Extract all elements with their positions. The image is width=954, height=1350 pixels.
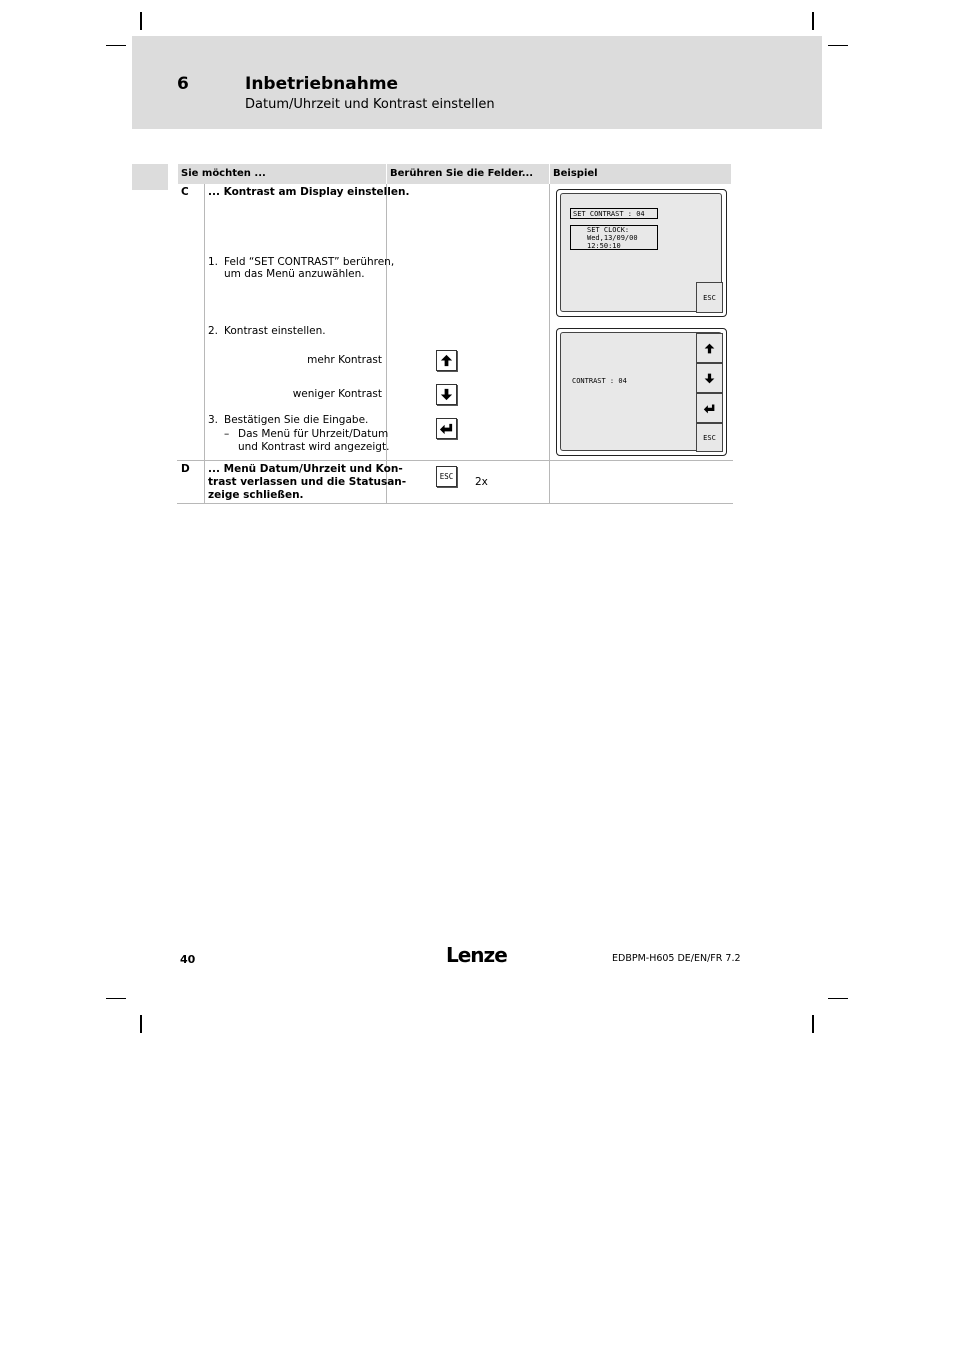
row-d-line-2: trast verlassen und die Statusan- [208, 476, 407, 488]
step-1-number: 1. [208, 256, 219, 268]
step-3-sub-line-1: Das Menü für Uhrzeit/Datum [238, 428, 389, 440]
set-clock-field[interactable] [570, 225, 658, 250]
more-contrast-label: mehr Kontrast [307, 354, 382, 366]
section-subtitle: Datum/Uhrzeit und Kontrast einstellen [245, 97, 495, 112]
column-header-intent: Sie möchten ... [178, 164, 386, 184]
table-divider [386, 184, 387, 503]
less-contrast-label: weniger Kontrast [292, 388, 382, 400]
table-divider [204, 184, 205, 503]
step-3-number: 3. [208, 414, 219, 426]
arrow-up-button[interactable] [436, 350, 457, 371]
step-3-dash: – [224, 428, 230, 440]
step-1-line-1: Feld “SET CONTRAST” berühren, [224, 256, 395, 268]
arrow-up-icon [439, 353, 454, 368]
display-enter-key[interactable] [696, 393, 723, 423]
crop-mark [140, 12, 142, 30]
crop-mark [106, 45, 126, 46]
step-3-text: Bestätigen Sie die Eingabe. [224, 414, 369, 426]
enter-button[interactable] [436, 418, 457, 439]
arrow-down-icon [703, 372, 716, 385]
column-header-touch: Berühren Sie die Felder... [387, 164, 549, 184]
lenze-logo: Lenze [446, 943, 507, 967]
arrow-down-button[interactable] [436, 384, 457, 405]
arrow-down-icon [439, 387, 454, 402]
display-area [560, 193, 722, 312]
set-contrast-field[interactable] [570, 208, 658, 219]
enter-icon [439, 421, 454, 436]
row-d-line-3: zeige schließen. [208, 489, 304, 501]
row-c-title: ... Kontrast am Display einstellen. [208, 186, 410, 198]
display-area [560, 332, 722, 451]
crop-mark [812, 1015, 814, 1033]
row-d-letter: D [181, 463, 190, 475]
crop-mark [828, 45, 848, 46]
table-divider [177, 503, 733, 504]
esc-key[interactable] [696, 423, 723, 452]
crop-mark [140, 1015, 142, 1033]
step-3-sub-line-2: und Kontrast wird angezeigt. [238, 441, 390, 453]
arrow-up-icon [703, 342, 716, 355]
column-header-example: Beispiel [550, 164, 731, 184]
table-divider [549, 184, 550, 503]
chapter-number: 6 [177, 74, 189, 94]
display-arrow-up-key[interactable] [696, 333, 723, 363]
crop-mark [828, 998, 848, 999]
esc-key-label: ESC [703, 433, 716, 442]
header-band [132, 36, 822, 129]
set-clock-text: SET CLOCK: [587, 226, 630, 234]
esc-key-label: ESC [703, 293, 716, 302]
table-divider [177, 460, 733, 461]
display-example-contrast [556, 328, 727, 456]
side-marker [132, 164, 168, 190]
press-count: 2x [475, 476, 488, 488]
display-arrow-down-key[interactable] [696, 363, 723, 393]
clock-time: 12:50:10 [587, 242, 621, 250]
row-d-line-1: ... Menü Datum/Uhrzeit und Kon- [208, 463, 403, 475]
page-number: 40 [180, 953, 196, 966]
esc-button[interactable]: ESC [436, 466, 457, 487]
document-id: EDBPM-H605 DE/EN/FR 7.2 [612, 953, 741, 964]
chapter-title: Inbetriebnahme [245, 74, 399, 94]
display-example-menu [556, 189, 727, 317]
crop-mark [106, 998, 126, 999]
crop-mark [812, 12, 814, 30]
clock-date: Wed,13/09/00 [587, 234, 638, 242]
contrast-value-text: CONTRAST : 04 [572, 377, 627, 385]
enter-icon [703, 402, 716, 415]
step-2-text: Kontrast einstellen. [224, 325, 326, 337]
set-contrast-text: SET CONTRAST : 04 [573, 210, 645, 218]
step-1-line-2: um das Menü anzuwählen. [224, 268, 365, 280]
step-2-number: 2. [208, 325, 219, 337]
esc-key[interactable] [696, 282, 723, 313]
row-c-letter: C [181, 186, 189, 198]
